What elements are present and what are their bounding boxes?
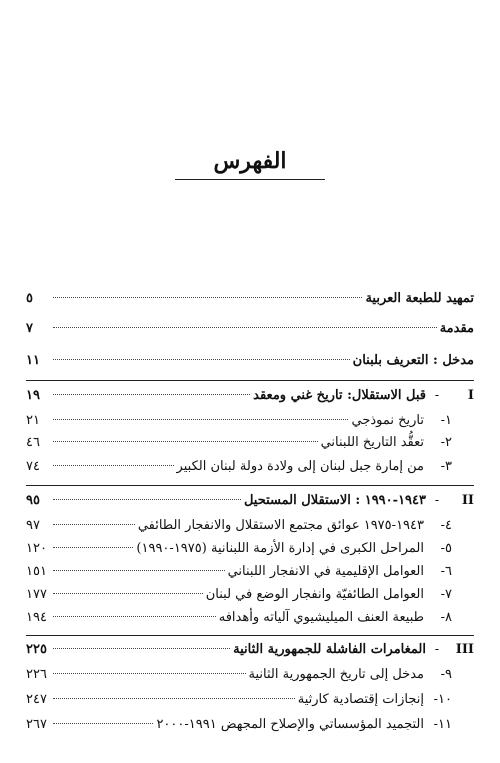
- chapter-number: ٨-: [440, 610, 452, 625]
- dot-leader: [53, 673, 246, 674]
- toc-page-number: ٢٦٧: [26, 717, 47, 732]
- toc-page-number: ١٩: [26, 388, 40, 403]
- toc-chapter-2[interactable]: [26, 434, 452, 452]
- toc-page-number: ٢٤٧: [26, 692, 47, 707]
- toc-section-1[interactable]: [26, 387, 474, 405]
- toc-entry-preface[interactable]: [26, 290, 474, 308]
- toc-page-number: ٩٥: [26, 493, 40, 508]
- toc-label: تاريخ نموذجي: [351, 413, 424, 428]
- dot-leader: [53, 648, 230, 649]
- toc-label: قبل الاستقلال: تاريخ غني ومعقد: [253, 388, 426, 403]
- section-numeral: III: [455, 642, 474, 657]
- toc-label: طبيعة العنف الميليشيوي آلياته وأهدافه: [218, 610, 424, 625]
- chapter-number: ٢-: [440, 435, 452, 450]
- toc-section-3[interactable]: [26, 641, 474, 659]
- toc-label: ١٩٤٣-١٩٩٠ : الاستقلال المستحيل: [243, 493, 426, 508]
- dot-leader: [53, 547, 133, 548]
- toc-page-number: ٢٢٥: [26, 642, 47, 657]
- toc-entry-entrance[interactable]: [26, 352, 474, 370]
- toc-section-2[interactable]: [26, 492, 474, 510]
- toc-page-number: ٥: [26, 291, 33, 306]
- toc-label: من إمارة جبل لبنان إلى ولادة دولة لبنان الكبير: [176, 459, 424, 474]
- chapter-number: ٦-: [440, 564, 452, 579]
- toc-page-number: ٧٤: [26, 459, 40, 474]
- toc-chapter-10[interactable]: [26, 691, 452, 709]
- section-numeral: II: [461, 493, 474, 508]
- chapter-number: ١-: [440, 413, 452, 428]
- toc-page-number: ٢٢٦: [26, 667, 47, 682]
- section-numeral: I: [467, 388, 474, 403]
- toc-label: المراحل الكبرى في إدارة الأزمة اللبنانية (١٩٧٥-١٩٩٠): [136, 541, 424, 556]
- toc-label: إنجازات إقتصادية كارثية: [297, 692, 424, 707]
- section-divider: [26, 485, 474, 486]
- toc-chapter-3[interactable]: [26, 458, 452, 476]
- section-dash: -: [434, 493, 440, 508]
- toc-label: مدخل إلى تاريخ الجمهورية الثانية: [248, 667, 424, 682]
- toc-label: مدخل : التعريف بلبنان: [352, 353, 474, 368]
- dot-leader: [53, 419, 348, 420]
- chapter-number: ٣-: [440, 459, 452, 474]
- toc-chapter-9[interactable]: [26, 666, 452, 684]
- toc-label: تمهيد للطبعة العربية: [365, 291, 474, 306]
- chapter-number: ٤-: [440, 518, 452, 533]
- dot-leader: [53, 616, 216, 617]
- dot-leader: [53, 570, 225, 571]
- toc-page-number: ١٧٧: [26, 587, 47, 602]
- toc-page-number: ٢١: [26, 413, 40, 428]
- dot-leader: [53, 359, 350, 360]
- toc-page-number: ٤٦: [26, 435, 40, 450]
- dot-leader: [53, 394, 250, 395]
- toc-chapter-6[interactable]: [26, 563, 452, 581]
- toc-chapter-7[interactable]: [26, 586, 452, 604]
- page-title: الفهرس: [213, 148, 287, 174]
- dot-leader: [53, 524, 135, 525]
- dot-leader: [53, 593, 203, 594]
- toc-label: التجميد المؤسساتي والإصلاح المجهض ١٩٩١-٢٠٠٠: [156, 717, 424, 732]
- dot-leader: [53, 698, 295, 699]
- toc-chapter-11[interactable]: [26, 716, 452, 734]
- chapter-number: ١١-: [433, 717, 452, 732]
- toc-chapter-5[interactable]: [26, 540, 452, 558]
- section-divider: [26, 635, 474, 636]
- toc-page-number: ١٥١: [26, 564, 47, 579]
- dot-leader: [53, 465, 174, 466]
- dot-leader: [53, 723, 153, 724]
- chapter-number: ٩-: [440, 667, 452, 682]
- chapter-number: ١٠-: [433, 692, 452, 707]
- dot-leader: [53, 297, 362, 298]
- dot-leader: [53, 441, 318, 442]
- chapter-number: ٥-: [440, 541, 452, 556]
- chapter-number: ٧-: [440, 587, 452, 602]
- toc-page-number: ١٩٤: [26, 610, 47, 625]
- toc-label: مقدمة: [439, 321, 474, 336]
- dot-leader: [53, 327, 437, 328]
- toc-chapter-8[interactable]: [26, 609, 452, 627]
- toc-label: العوامل الإقليمية في الانفجار اللبناني: [227, 564, 424, 579]
- toc-page-number: ٧: [26, 321, 33, 336]
- toc-label: العوامل الطائفيّة وانفجار الوضع في لبنان: [205, 587, 424, 602]
- toc-label: ١٩٤٣-١٩٧٥ عوائق مجتمع الاستقلال والانفجار الطائفي: [137, 518, 424, 533]
- toc-entry-introduction[interactable]: [26, 320, 474, 338]
- section-divider: [26, 380, 474, 381]
- toc-chapter-4[interactable]: [26, 517, 452, 535]
- section-dash: -: [434, 388, 440, 403]
- toc-page-number: ١٢٠: [26, 541, 47, 556]
- section-dash: -: [434, 642, 440, 657]
- toc-label: تعقُّد التاريخ اللبناني: [320, 435, 424, 450]
- toc-page-number: ٩٧: [26, 518, 40, 533]
- toc-chapter-1[interactable]: [26, 412, 452, 430]
- toc-page-number: ١١: [26, 353, 40, 368]
- dot-leader: [53, 499, 241, 500]
- toc-label: المغامرات الفاشلة للجمهورية الثانية: [233, 642, 426, 657]
